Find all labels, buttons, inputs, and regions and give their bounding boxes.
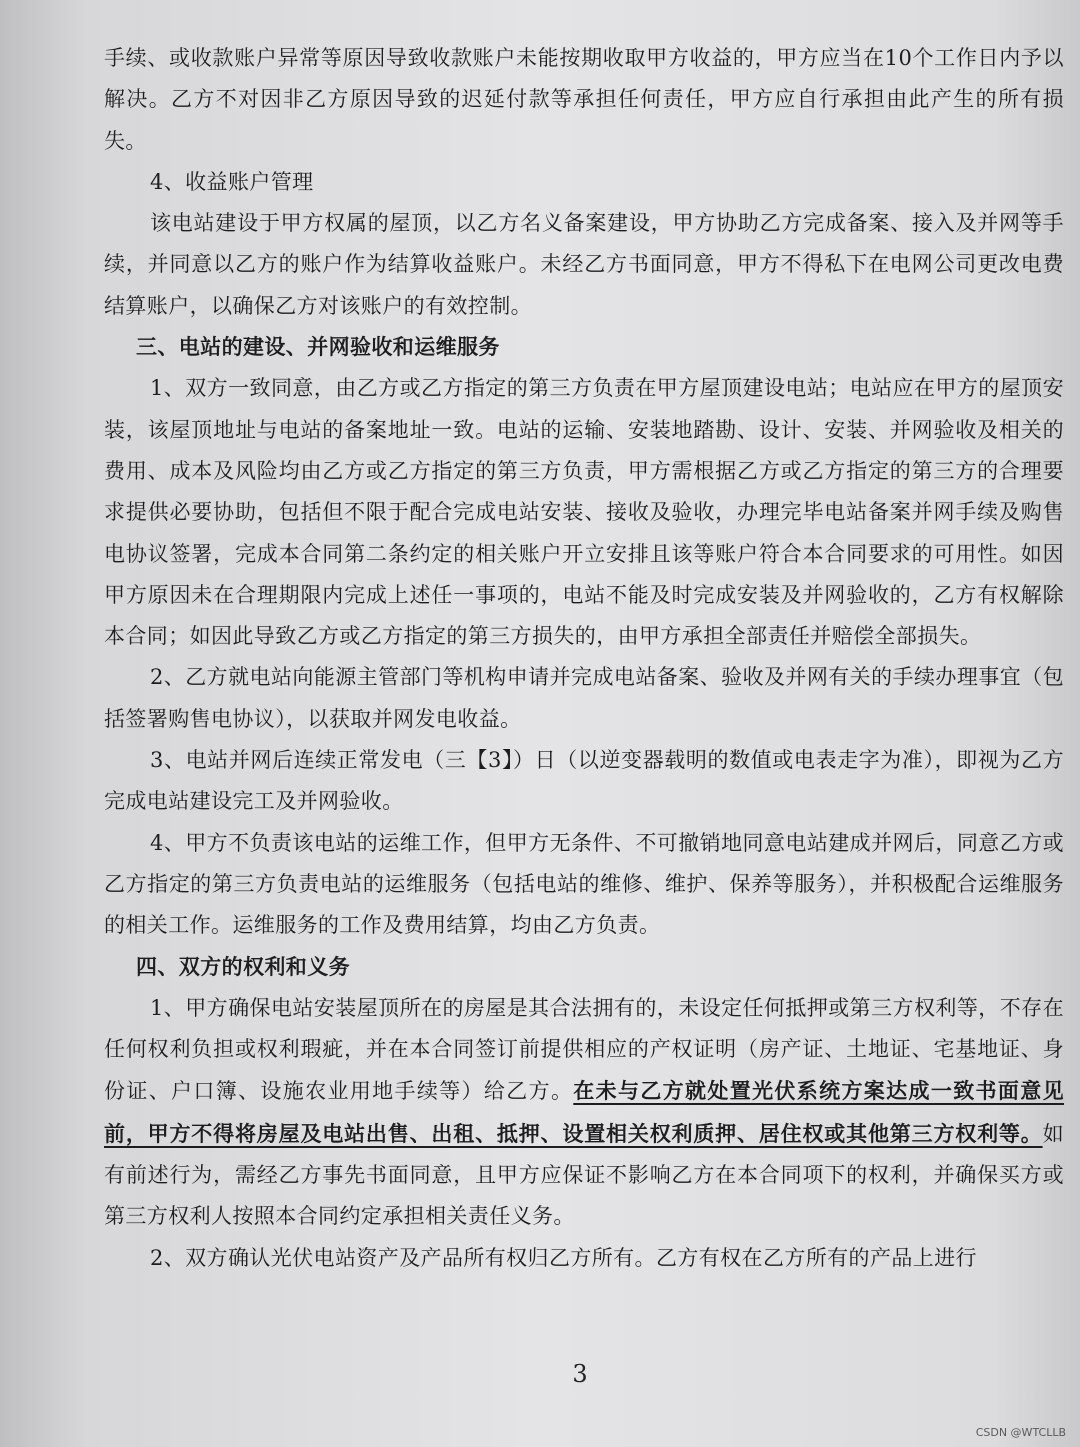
- clause-4-1: [104, 988, 1064, 1238]
- clause-3-4: 4、甲方不负责该电站的运维工作，但甲方无条件、不可撤销地同意电站建成并网后，同意乙方或乙方指定的第三方负责电站的运维服务（包括电站的维修、维护、保养等服务），并积极配合运维服务的相关工作。运维服务的工作及费用结算，均由乙方负责。: [104, 830, 1064, 938]
- clause-4-title: 4、收益账户管理: [150, 169, 314, 194]
- watermark: CSDN @WTCLLB: [975, 1426, 1066, 1439]
- paragraph-payment-delay: 手续、或收款账户异常等原因导致收款账户未能按期收取甲方收益的，甲方应当在10个工作日内予以解决。乙方不对因非乙方原因导致的迟延付款等承担任何责任，甲方应自行承担由此产生的所有损失。: [104, 46, 1064, 153]
- clause-4-1-text: 1、甲方确保电站安装屋顶所在的房屋是其合法拥有的，未设定任何抵押或第三方权利等，不存在任何权利负担或权利瑕疵，并在本合同签订前提供相应的产权证明（房产证、土地证、宅基地证、身份证、户口簿、设施农业用地手续等）给乙方。: [104, 995, 1064, 1104]
- clause-3-1: 1、双方一致同意，由乙方或乙方指定的第三方负责在甲方屋顶建设电站；电站应在甲方的屋顶安装，该屋顶地址与电站的备案地址一致。电站的运输、安装地踏勘、设计、安装、并网验收及相关的费用、成本及风险均由乙方或乙方指定的第三方负责，甲方需根据乙方或乙方指定的第三方的合理要求提供必要协助，包括但不限于配合完成电站安装、接收及验收，办理完毕电站备案并网手续及购售电协议签署，完成本合同第二条约定的相关账户开立安排且该等账户符合本合同要求的可用性。如因甲方原因未在合理期限内完成上述任一事项的，电站不能及时完成安装及并网验收的，乙方有权解除本合同；如因此导致乙方或乙方指定的第三方损失的，由甲方承担全部责任并赔偿全部损失。: [104, 376, 1064, 649]
- clause-4-1-continuation: 如有前述行为，需经乙方事先书面同意，且甲方应保证不影响乙方在本合同项下的权利，并确保买方或第三方权利人按照本合同约定承担相关责任义务。: [104, 1121, 1064, 1229]
- section-3-heading: 三、电站的建设、并网验收和运维服务: [136, 335, 500, 360]
- clause-4-1-emphasis: 在未与乙方就处置光伏系统方案达成一致书面意见前，甲方不得将房屋及电站出售、出租、抵押、设置相关权利质押、居住权或其他第三方权利等。: [104, 1078, 1064, 1146]
- clause-3-3: 3、电站并网后连续正常发电（三【3】）日（以逆变器载明的数值或电表走字为准），即视为乙方完成电站建设完工及并网验收。: [104, 748, 1064, 814]
- contract-body: [104, 38, 1064, 1279]
- clause-4-2: 2、双方确认光伏电站资产及产品所有权归乙方所有。乙方有权在乙方所有的产品上进行: [150, 1245, 977, 1270]
- page-number: 3: [572, 1360, 588, 1388]
- clause-3-2: 2、乙方就电站向能源主管部门等机构申请并完成电站备案、验收及并网有关的手续办理事宜（包括签署购售电协议），以获取并网发电收益。: [104, 665, 1064, 731]
- paragraph-revenue-account: 该电站建设于甲方权属的屋顶，以乙方名义备案建设，甲方协助乙方完成备案、接入及并网等手续，并同意以乙方的账户作为结算收益账户。未经乙方书面同意，甲方不得私下在电网公司更改电费结算账户，以确保乙方对该账户的有效控制。: [104, 211, 1064, 318]
- section-4-heading: 四、双方的权利和义务: [136, 954, 350, 979]
